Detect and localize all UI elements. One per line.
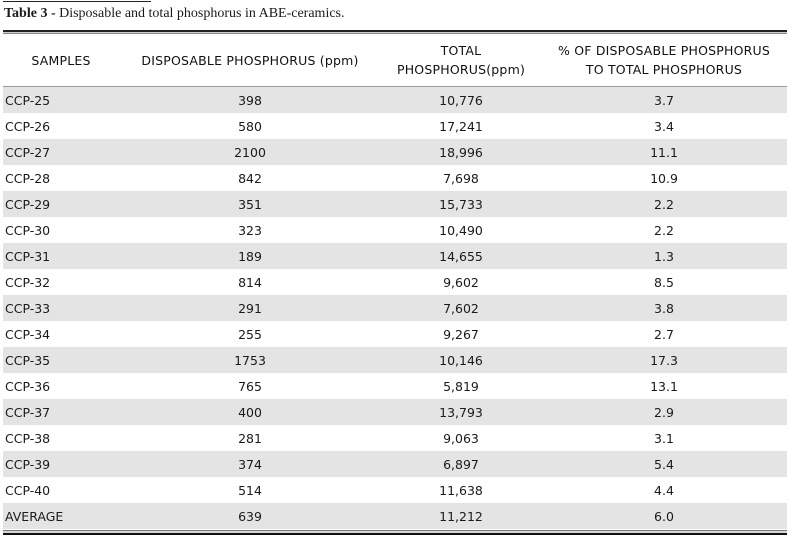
table-row [3, 191, 787, 217]
table-row [3, 87, 787, 114]
cell-disposable: 255 [238, 326, 262, 342]
cell-percent: 1.3 [654, 248, 674, 264]
cell-total: 7,602 [443, 300, 479, 316]
cell-disposable: 814 [238, 274, 262, 290]
cell-percent: 2.2 [654, 222, 674, 238]
cell-percent: 10.9 [650, 170, 678, 186]
cell-disposable: 374 [238, 456, 262, 472]
cell-disposable: 400 [238, 404, 262, 420]
cell-sample: CCP-33 [5, 300, 51, 316]
cell-disposable: 580 [238, 118, 262, 134]
cell-percent: 3.7 [654, 92, 674, 108]
table-row [3, 243, 787, 269]
cell-percent: 5.4 [654, 456, 674, 472]
cell-sample: CCP-28 [5, 170, 51, 186]
cell-total: 13,793 [439, 404, 483, 420]
header-row [3, 34, 787, 87]
cell-total: 9,602 [443, 274, 479, 290]
table-row [3, 269, 787, 295]
cell-sample: CCP-27 [5, 144, 51, 160]
cell-total: 15,733 [439, 196, 483, 212]
cell-disposable: 291 [238, 300, 262, 316]
cell-sample: CCP-29 [5, 196, 51, 212]
cell-percent: 8.5 [654, 274, 674, 290]
table-row [3, 425, 787, 451]
cell-total: 5,819 [443, 378, 479, 394]
cell-sample: CCP-40 [5, 482, 51, 498]
phosphorus-table [3, 34, 787, 529]
cell-sample: CCP-39 [5, 456, 51, 472]
cell-disposable: 2100 [234, 144, 266, 160]
cell-total: 11,212 [439, 508, 483, 524]
cell-total: 9,267 [443, 326, 479, 342]
cell-sample: CCP-37 [5, 404, 51, 420]
cell-total: 10,146 [439, 352, 483, 368]
table-row [3, 399, 787, 425]
cell-percent: 2.9 [654, 404, 674, 420]
cell-sample: CCP-26 [5, 118, 51, 134]
cell-disposable: 281 [238, 430, 262, 446]
caption-label: Table 3 - [4, 6, 56, 21]
cell-total: 11,638 [439, 482, 483, 498]
cell-total: 10,490 [439, 222, 483, 238]
cell-sample: CCP-34 [5, 326, 51, 342]
cell-percent: 3.1 [654, 430, 674, 446]
cell-disposable: 351 [238, 196, 262, 212]
cell-sample: CCP-25 [5, 92, 51, 108]
cell-sample: CCP-35 [5, 352, 51, 368]
table-row [3, 139, 787, 165]
table-bottom-rule [3, 530, 787, 535]
cell-disposable: 189 [238, 248, 262, 264]
header-disposable-phosphorus: DISPOSABLE PHOSPHORUS (ppm) [141, 52, 359, 68]
cell-disposable: 765 [238, 378, 262, 394]
table-row [3, 165, 787, 191]
table-row [3, 451, 787, 477]
cell-total: 7,698 [443, 170, 479, 186]
cell-percent: 2.7 [654, 326, 674, 342]
cell-percent: 6.0 [654, 508, 674, 524]
caption-text: Disposable and total phosphorus in ABE-ceramics. [55, 6, 345, 21]
header-percent-disposable: % OF DISPOSABLE PHOSPHORUS TO TOTAL PHOSPHORUS [557, 43, 771, 77]
table-caption [4, 6, 345, 22]
cell-percent: 4.4 [654, 482, 674, 498]
cell-total: 18,996 [439, 144, 483, 160]
cell-disposable: 842 [238, 170, 262, 186]
cell-disposable: 514 [238, 482, 262, 498]
cell-sample: CCP-30 [5, 222, 51, 238]
cell-disposable: 1753 [234, 352, 266, 368]
header-total-phosphorus: TOTAL PHOSPHORUS(ppm) [396, 43, 526, 77]
cell-total: 14,655 [439, 248, 483, 264]
table-body [3, 87, 787, 530]
table-row-average [3, 503, 787, 529]
cell-percent: 2.2 [654, 196, 674, 212]
cell-total: 10,776 [439, 92, 483, 108]
cell-percent: 11.1 [650, 144, 678, 160]
cell-sample: AVERAGE [5, 508, 64, 524]
table-row [3, 373, 787, 399]
table-row [3, 321, 787, 347]
cell-sample: CCP-38 [5, 430, 51, 446]
cell-percent: 17.3 [650, 352, 678, 368]
cell-disposable: 639 [238, 508, 262, 524]
table-row [3, 477, 787, 503]
cell-sample: CCP-32 [5, 274, 51, 290]
cell-disposable: 323 [238, 222, 262, 238]
table-row [3, 113, 787, 139]
cell-sample: CCP-36 [5, 378, 51, 394]
table-row [3, 295, 787, 321]
cell-total: 17,241 [439, 118, 483, 134]
header-samples: SAMPLES [31, 52, 91, 68]
cell-disposable: 398 [238, 92, 262, 108]
cell-total: 9,063 [443, 430, 479, 446]
cell-percent: 13.1 [650, 378, 678, 394]
cell-percent: 3.8 [654, 300, 674, 316]
cell-total: 6,897 [443, 456, 479, 472]
cell-sample: CCP-31 [5, 248, 51, 264]
cell-percent: 3.4 [654, 118, 674, 134]
top-rule [3, 1, 151, 2]
table-row [3, 347, 787, 373]
table-container [3, 30, 787, 535]
table-row [3, 217, 787, 243]
